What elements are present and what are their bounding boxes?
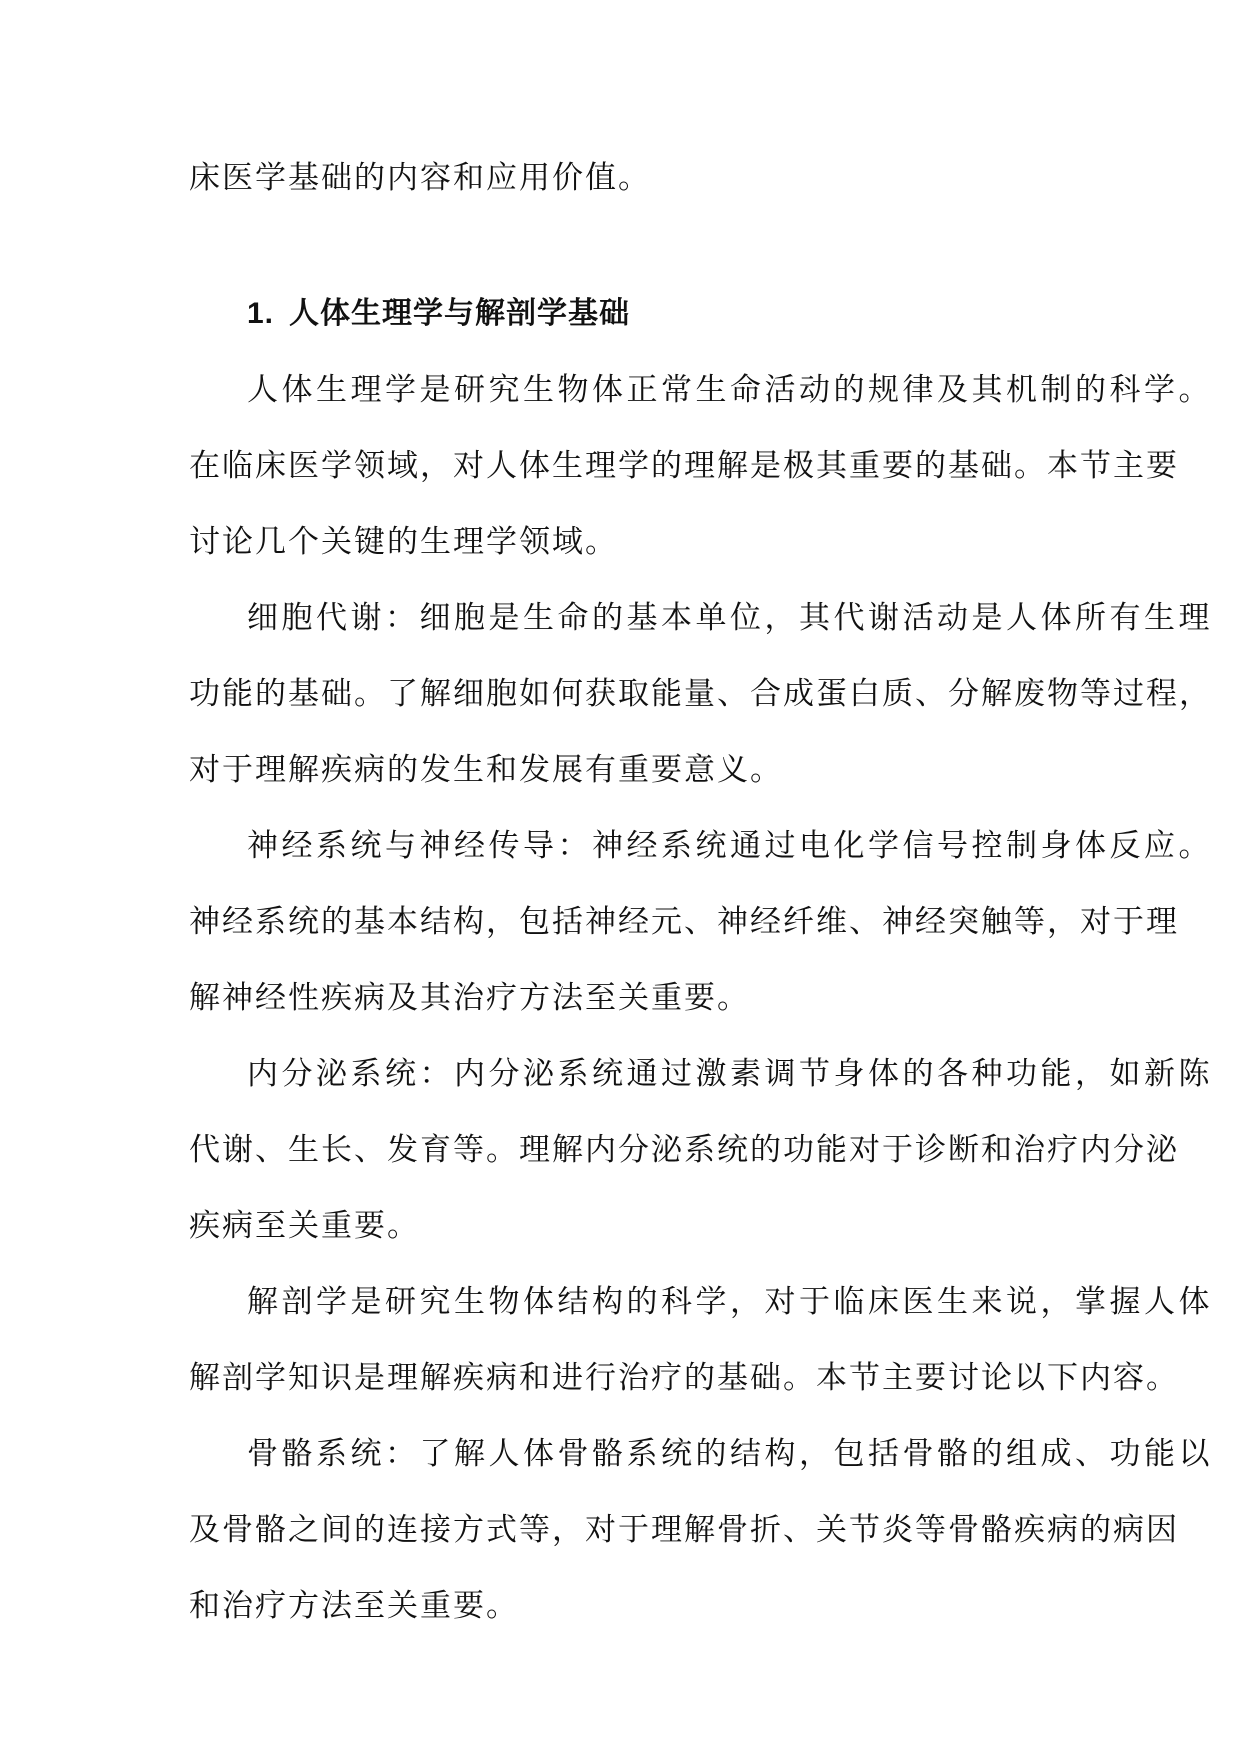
paragraph-cell-metabolism [189,580,1213,808]
paragraph-nervous-system [189,808,1213,1036]
paragraph-line: 解剖学是研究生物体结构的科学，对于临床医生来说，掌握人体 [247,1284,1213,1320]
paragraph-line: 及骨骼之间的连接方式等，对于理解骨折、关节炎等骨骼疾病的病因 [189,1512,1179,1548]
paragraph-line: 和治疗方法至关重要。 [189,1588,519,1624]
paragraph-line: 代谢、生长、发育等。理解内分泌系统的功能对于诊断和治疗内分泌 [189,1132,1179,1168]
paragraph-line: 解剖学知识是理解疾病和进行治疗的基础。本节主要讨论以下内容。 [189,1360,1179,1396]
paragraph-anatomy-intro [189,1264,1213,1416]
section-number: 1. [247,297,275,330]
paragraph-line: 对于理解疾病的发生和发展有重要意义。 [189,752,783,788]
paragraph-skeletal-system [189,1416,1213,1644]
paragraph-line: 骨骼系统：了解人体骨骼系统的结构，包括骨骼的组成、功能以 [247,1436,1213,1472]
paragraph-endocrine-system [189,1036,1213,1264]
paragraph-line: 在临床医学领域，对人体生理学的理解是极其重要的基础。本节主要 [189,448,1179,484]
section-title: 人体生理学与解剖学基础 [289,296,630,331]
paragraph-line: 神经系统的基本结构，包括神经元、神经纤维、神经突触等，对于理 [189,904,1179,940]
paragraph-line: 解神经性疾病及其治疗方法至关重要。 [189,980,750,1016]
document-body [189,140,1213,1644]
paragraph-line: 讨论几个关键的生理学领域。 [189,524,618,560]
lead-line: 床医学基础的内容和应用价值。 [189,160,651,196]
paragraph-line: 疾病至关重要。 [189,1208,420,1244]
section-heading [189,276,1059,352]
paragraph-line: 功能的基础。了解细胞如何获取能量、合成蛋白质、分解废物等过程， [189,676,1212,712]
paragraph-line: 人体生理学是研究生物体正常生命活动的规律及其机制的科学。 [247,372,1213,408]
paragraph-line: 内分泌系统：内分泌系统通过激素调节身体的各种功能，如新陈 [247,1056,1213,1092]
paragraph-line: 细胞代谢：细胞是生命的基本单位，其代谢活动是人体所有生理 [247,600,1213,636]
paragraph-physiology-intro [189,352,1213,580]
paragraph-line: 神经系统与神经传导：神经系统通过电化学信号控制身体反应。 [247,828,1213,864]
